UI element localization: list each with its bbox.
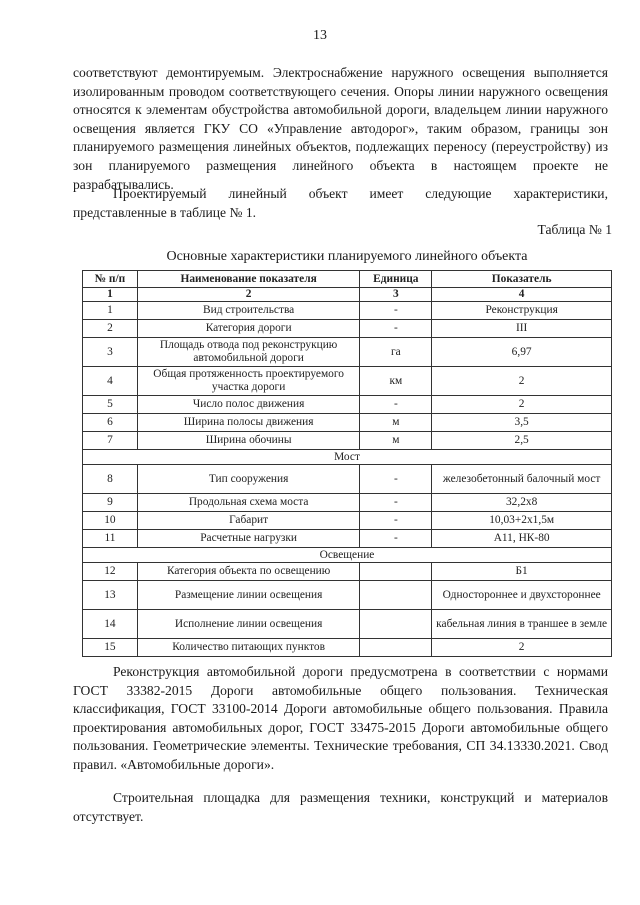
indicator-name-cell: Число полос движения	[137, 396, 360, 414]
table-row	[83, 338, 612, 367]
value-cell: Б1	[432, 563, 612, 581]
characteristics-table	[82, 270, 612, 657]
table-row	[83, 581, 612, 610]
row-number-cell: 14	[83, 610, 138, 639]
table-row	[83, 320, 612, 338]
row-number-cell: 6	[83, 414, 138, 432]
indicator-name-cell: Габарит	[137, 512, 360, 530]
page-number: 13	[313, 28, 327, 43]
unit-cell: -	[360, 494, 432, 512]
unit-cell: -	[360, 302, 432, 320]
table-row	[83, 367, 612, 396]
indicator-name-cell: Количество питающих пунктов	[137, 639, 360, 657]
value-cell: 2,5	[432, 432, 612, 450]
table-row	[83, 530, 612, 548]
unit-cell: -	[360, 530, 432, 548]
row-number-cell: 15	[83, 639, 138, 657]
table-header-cell: № п/п	[83, 271, 138, 288]
table-row	[83, 494, 612, 512]
paragraph-construction-site: Строительная площадка для размещения техники, конструкций и материалов отсутствует.	[73, 790, 608, 824]
unit-cell	[360, 610, 432, 639]
value-cell: 2	[432, 367, 612, 396]
column-number-cell: 2	[137, 288, 360, 302]
unit-cell: м	[360, 414, 432, 432]
indicator-name-cell: Продольная схема моста	[137, 494, 360, 512]
row-number-cell: 9	[83, 494, 138, 512]
value-cell: 3,5	[432, 414, 612, 432]
unit-cell	[360, 639, 432, 657]
table-row	[83, 302, 612, 320]
unit-cell: -	[360, 465, 432, 494]
row-number-cell: 8	[83, 465, 138, 494]
table-row	[83, 610, 612, 639]
value-cell: 10,03+2х1,5м	[432, 512, 612, 530]
row-number-cell: 11	[83, 530, 138, 548]
table-section-row	[83, 450, 612, 465]
unit-cell: м	[360, 432, 432, 450]
table-header-cell: Показатель	[432, 271, 612, 288]
table-header-cell: Единица	[360, 271, 432, 288]
indicator-name-cell: Ширина полосы движения	[137, 414, 360, 432]
table-row	[83, 432, 612, 450]
paragraph-characteristics-intro: Проектируемый линейный объект имеет следующие характеристики, представленные в таблице № 1.	[73, 186, 608, 220]
table-row	[83, 396, 612, 414]
table-section-row	[83, 548, 612, 563]
indicator-name-cell: Ширина обочины	[137, 432, 360, 450]
row-number-cell: 7	[83, 432, 138, 450]
paragraph-continuation: соответствуют демонтируемым. Электроснабжение наружного освещения выполняется изолированным проводом соответствующего сечения. Опоры линии наружного освещения относятся к элементам обустройства автомобильной дороги, владельцем линии наружного освещения является ГКУ СО «Управление автодорог», таким образом, границы зон планируемого размещения линейных объектов, подлежащих переносу (переустройству) из зон планируемого размещения линейного объекта в настоящем проекте не разрабатывались.	[73, 65, 608, 192]
unit-cell	[360, 563, 432, 581]
column-number-cell: 4	[432, 288, 612, 302]
indicator-name-cell: Исполнение линии освещения	[137, 610, 360, 639]
value-cell: Реконструкция	[432, 302, 612, 320]
row-number-cell: 13	[83, 581, 138, 610]
row-number-cell: 4	[83, 367, 138, 396]
paragraph-standards: Реконструкция автомобильной дороги предусмотрена в соответствии с нормами ГОСТ 33382-2015 Дороги автомобильные общего пользования. Техническая классификация, ГОСТ 33100-2014 Дороги автомобильные общего пользования. Правила проектирования автомобильных дорог, ГОСТ 33475-2015 Дороги автомобильные общего пользования. Геометрические элементы. Технические требования, СП 34.13330.2021. Свод правил. «Автомобильные дороги».	[73, 664, 608, 772]
row-number-cell: 3	[83, 338, 138, 367]
unit-cell: -	[360, 320, 432, 338]
section-heading-lighting: Освещение	[83, 548, 612, 563]
row-number-cell: 1	[83, 302, 138, 320]
table-row	[83, 563, 612, 581]
value-cell: А11, НК-80	[432, 530, 612, 548]
unit-cell: км	[360, 367, 432, 396]
indicator-name-cell: Вид строительства	[137, 302, 360, 320]
indicator-name-cell: Тип сооружения	[137, 465, 360, 494]
value-cell: 6,97	[432, 338, 612, 367]
indicator-name-cell: Площадь отвода под реконструкцию автомобильной дороги	[137, 338, 360, 367]
value-cell: Одностороннее и двухстороннее	[432, 581, 612, 610]
column-number-cell: 1	[83, 288, 138, 302]
table-row	[83, 465, 612, 494]
section-heading-bridge: Мост	[83, 450, 612, 465]
value-cell: железобетонный балочный мост	[432, 465, 612, 494]
table-header-row	[83, 271, 612, 288]
value-cell: 2	[432, 396, 612, 414]
indicator-name-cell: Общая протяженность проектируемого участка дороги	[137, 367, 360, 396]
table-row	[83, 512, 612, 530]
unit-cell: -	[360, 396, 432, 414]
value-cell: III	[432, 320, 612, 338]
value-cell: кабельная линия в траншее в земле	[432, 610, 612, 639]
indicator-name-cell: Категория объекта по освещению	[137, 563, 360, 581]
column-number-cell: 3	[360, 288, 432, 302]
row-number-cell: 12	[83, 563, 138, 581]
indicator-name-cell: Категория дороги	[137, 320, 360, 338]
row-number-cell: 10	[83, 512, 138, 530]
table-header-cell: Наименование показателя	[137, 271, 360, 288]
table-title: Основные характеристики планируемого линейного объекта	[166, 249, 528, 264]
unit-cell	[360, 581, 432, 610]
indicator-name-cell: Расчетные нагрузки	[137, 530, 360, 548]
row-number-cell: 5	[83, 396, 138, 414]
unit-cell: га	[360, 338, 432, 367]
row-number-cell: 2	[83, 320, 138, 338]
table-row	[83, 639, 612, 657]
value-cell: 32,2х8	[432, 494, 612, 512]
table-row	[83, 414, 612, 432]
indicator-name-cell: Размещение линии освещения	[137, 581, 360, 610]
table-column-numbers-row	[83, 288, 612, 302]
table-number: Таблица № 1	[537, 222, 612, 237]
unit-cell: -	[360, 512, 432, 530]
value-cell: 2	[432, 639, 612, 657]
